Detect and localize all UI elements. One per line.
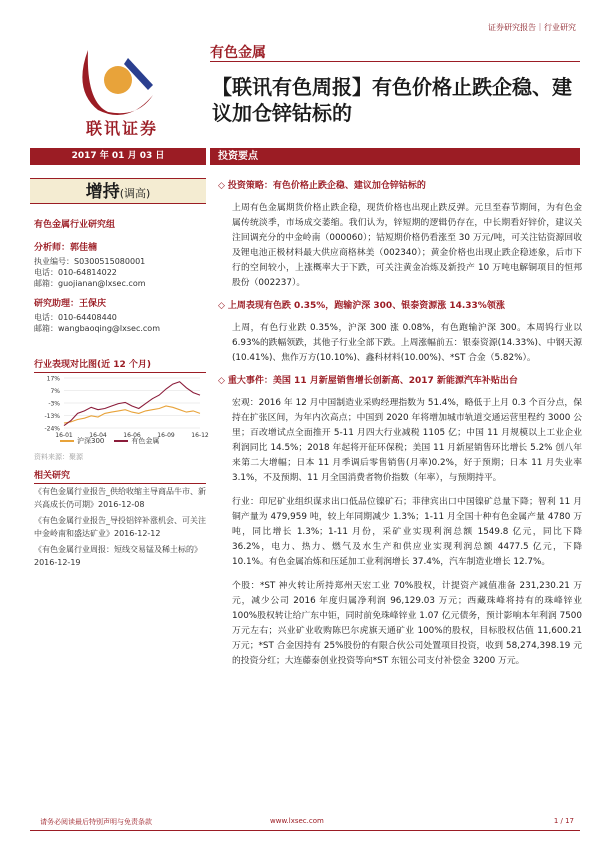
y-tick-label: 17% <box>46 375 60 383</box>
section-performance-heading: ◇ 上周表现有色跌 0.35%，跑输沪深 300、银泰资源涨 14.33%领涨 <box>218 301 505 311</box>
rating-box <box>30 178 206 204</box>
series-line-1 <box>64 382 200 426</box>
report-title: 【联讯有色周报】有色价格止跌企稳、建议加仓锌钴标的 <box>212 75 572 125</box>
x-tick-label: 16-04 <box>89 432 107 439</box>
section-events-stocks: 个股：*ST 神火转让所持郑州天宏工业 70%股权，计提资产减值准备 231,230.21 万元，减少公司 2016 年度归属净利润 96,129.03 万元；西藏珠峰将持有的珠峰锌业 100%股权转让给广东中钜，同时前免珠峰锌业 1.07 亿元债务，预计影响本年利润 7500 万元左右；兴业矿业收购陈巴尔虎旗天通矿业 100%的股权，目标股权估值 11,600.21 万元；*ST 合金因持有 25%股份的有限合伙公司处置项目投资，收到 58,274,398.19 元的投资分红；大连藤泰创业投资等向*ST 东钮公司支付补偿金 3200 万元。 <box>232 581 582 666</box>
report-date: 2017 年 01 月 03 日 <box>30 148 206 165</box>
analyst-cert: 执业编号：S0300515080001 <box>34 257 146 266</box>
main-content <box>218 180 582 678</box>
assistant-email[interactable]: 邮箱：wangbaoqing@lxsec.com <box>34 324 160 333</box>
chart-source: 资料来源：聚源 <box>34 453 83 461</box>
y-tick-label: 7% <box>50 388 60 395</box>
chart-title: 行业表现对比图(近 12 个月) <box>34 357 206 373</box>
diamond-icon: ◇ <box>218 301 225 311</box>
assistant-phone: 电话：010-64408440 <box>34 313 117 322</box>
related-research-title: 相关研究 <box>34 468 206 484</box>
analyst-phone: 电话：010-64814022 <box>34 268 117 277</box>
related-item[interactable]: 《有色金属行业周报：短线交易锰及稀土标的》2016-12-19 <box>34 545 202 567</box>
related-item[interactable]: 《有色金属行业报告_供给收缩主导商品牛市、新兴高成长仍可期》2016-12-08 <box>34 487 206 509</box>
legend-swatch <box>60 440 74 442</box>
company-logo-text: 联讯证券 <box>85 119 158 138</box>
section-strategy-text: 上周有色金属期货价格止跌企稳，现货价格也出现止跌反弹。元旦至春节期间，为有色金属传统淡季，市场成交萎缩。我们认为，锌短期的逻辑仍存在，中长期看好锌价，建议关注回调充分的中金岭南（000060）；钴短期价格仍看涨至 30 万元/吨，可关注钴资源回收及锂电池正极材料最大供应商格林美（002340）；黄金价格也出现止跌企稳迹象，后市下行的空间较小，上涨概率大于下跌，可关注黄金冶炼及新投产 10 万吨电解铜项目的恒邦股份（002237）。 <box>232 203 582 288</box>
footer-divider <box>30 830 580 831</box>
section-strategy-heading: ◇ 投资策略：有色价格止跌企稳、建议加仓锌钴标的 <box>218 181 426 191</box>
series-line-0 <box>64 406 200 423</box>
related-research-list <box>34 486 206 573</box>
x-tick-label: 16-06 <box>123 432 141 439</box>
x-tick-label: 16-09 <box>157 432 175 439</box>
section-events-macro: 宏观：2016 年 12 月中国制造业采购经理指数为 51.4%，略低于上月 0.3 个百分点，保持在扩张区间，为年内次高点；中国到 2020 年将增加城市轨道交通运营里程约 3000 公里；百改增试点全面推开 5-11 月四大行业减税 1105 亿；中国 11 月规模以上工业企业利润同比 14.5%；2018 年起将开征环保税；美国 11 月新屋销售环比增长 5.2% 创八年来第二大增幅；日本 11 月季调后零售销售(月率)0.2%，好于预期；日本 11 月失业率 3.1%，不及预期、11 月全国消费者物价指数（年率），与预期持平。 <box>232 398 582 483</box>
section-events-industry: 行业：印尼矿业组织谋求出口低品位镍矿石；菲律宾出口中国镍矿总量下降；智利 11 月铜产量为 479,959 吨，较上年同期减少 1.3%；1-11 月全国十种有色金属产量 4780 万吨，同比增长 1.3%；1-11 月份，采矿业实现利润总额 1549.8 亿元，同比下降 36.2%，电力、热力、燃气及水生产和供应业实现利润总额 4477.5 亿元，下降 10.1%。有色金属冶炼和压延加工业利润增长 37.4%，汽车制造业增长 12.7%。 <box>232 497 582 567</box>
analyst-info <box>34 220 206 344</box>
summary-heading: 投资要点 <box>210 148 580 165</box>
legend-swatch <box>114 440 128 442</box>
diamond-icon: ◇ <box>218 181 225 191</box>
assistant-name: 研究助理：王保庆 <box>34 299 107 309</box>
rating-main: 增持 <box>85 182 120 202</box>
footer-website[interactable]: www.lxsec.com <box>270 817 324 825</box>
report-type-tag: 证券研究报告｜行业研究 <box>488 23 576 32</box>
y-tick-label: -24% <box>44 425 60 433</box>
legend-item-hs300: 沪深300 <box>60 436 104 446</box>
y-tick-label: -3% <box>48 400 60 408</box>
analyst-name: 分析师：郭佳楠 <box>34 243 98 253</box>
footer-page-number: 1 / 17 <box>553 817 574 825</box>
rating-sub: (调高) <box>119 187 151 200</box>
footer-disclaimer: 请务必阅读最后特别声明与免责条款 <box>40 818 152 826</box>
research-group: 有色金属行业研究组 <box>34 220 116 230</box>
x-tick-label: 16-01 <box>55 432 73 439</box>
section-events-heading: ◇ 重大事件：美国 11 月新屋销售增长创新高、2017 新能源汽车补贴出台 <box>218 376 518 386</box>
diamond-icon: ◇ <box>218 376 225 386</box>
sector-tag: 有色金属 <box>210 42 580 62</box>
legend-item-metals: 有色金属 <box>114 436 159 446</box>
chart-legend <box>60 436 200 446</box>
analyst-email[interactable]: 邮箱：guojianan@lxsec.com <box>34 279 146 288</box>
y-tick-label: -13% <box>44 413 60 420</box>
x-tick-label: 16-12 <box>191 432 209 439</box>
related-item[interactable]: 《有色金属行业报告_导投铝锌补涨机会、可关注中金岭南和盛达矿业》2016-12-12 <box>34 516 206 538</box>
section-performance-text: 上周，有色行业跌 0.35%，沪深 300 涨 0.08%，有色跑输沪深 300。本周钨行业以 6.93%的跌幅领跌，其他子行业全部下跌。上周涨幅前五：银泰资源(14.33%)、中钢天源(10.41%)、焦作万方(10.10%)、鑫科材料(10.00%)、*ST 合金（5.82%）。 <box>232 323 582 363</box>
